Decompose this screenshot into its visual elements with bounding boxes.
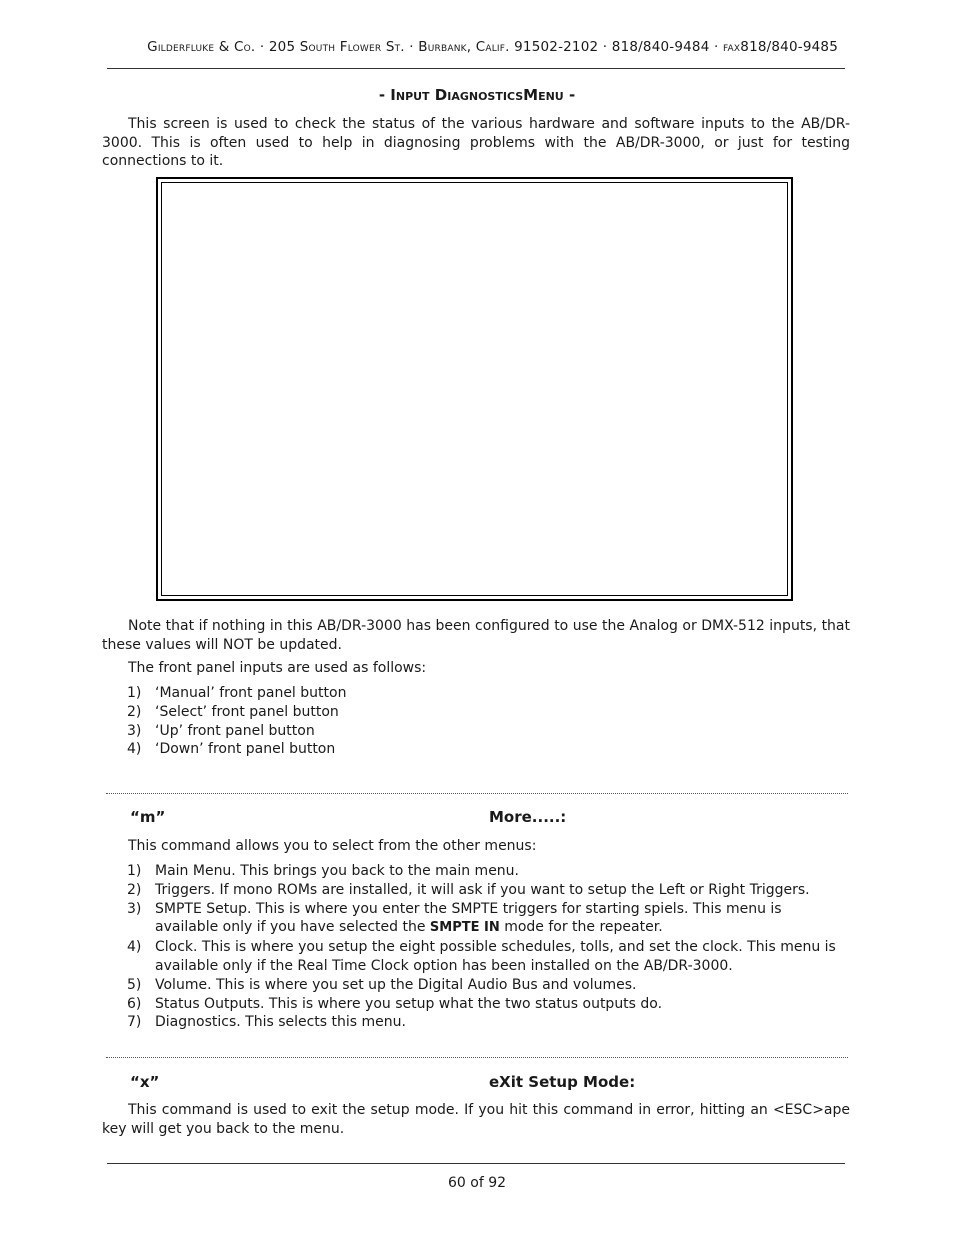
- list-text: SMPTE Setup. This is where you enter the SMPTE triggers for starting spiels. This menu is available only if you have selected the: [155, 900, 782, 936]
- smpte-in-label: SMPTE IN: [429, 920, 500, 936]
- list-number: 4): [127, 741, 142, 758]
- header-rule: [107, 68, 845, 69]
- list-text: Diagnostics. This selects this menu.: [155, 1014, 406, 1031]
- page-header: [108, 39, 838, 55]
- list-item: [102, 976, 842, 995]
- header-phone: 818/840-9484: [611, 39, 710, 55]
- command-key-m: “m”: [130, 808, 166, 826]
- list-number: 4): [127, 939, 142, 956]
- section-title: - Input DiagnosticsMenu -: [378, 86, 576, 104]
- note-paragraph: [102, 617, 850, 654]
- list-text: ‘Down’ front panel button: [155, 741, 336, 758]
- list-text: ‘Up’ front panel button: [155, 722, 315, 739]
- list-number: 6): [127, 995, 142, 1012]
- header-city: Burbank, Calif. 91502-2102: [418, 39, 599, 55]
- list-number: 3): [127, 900, 142, 917]
- intro-text: This screen is used to check the status of the various hardware and software inputs to the AB/DR-3000. This is often used to help in diagnosing problems with the AB/DR-3000, or just for testing connections to it.: [102, 116, 850, 169]
- front-panel-list: [102, 684, 850, 759]
- header-company: Gilderfluke & Co.: [147, 39, 256, 55]
- diagnostics-screen-inner-frame: [161, 182, 788, 596]
- list-text: mode for the repeater.: [499, 919, 663, 936]
- dotted-divider: [106, 793, 848, 794]
- list-item: [102, 703, 850, 722]
- command-m-description-text: This command allows you to select from the other menus:: [128, 838, 537, 854]
- header-separator: ·: [255, 39, 269, 55]
- list-number: 1): [127, 863, 142, 879]
- command-x-description-text: This command is used to exit the setup mode. If you hit this command in error, hitting an <ESC>ape key will get you back to the menu.: [102, 1102, 850, 1137]
- list-number: 2): [127, 881, 142, 898]
- list-item: [102, 740, 850, 759]
- command-key-x: “x”: [130, 1073, 160, 1091]
- note-text: Note that if nothing in this AB/DR-3000 has been configured to use the Analog or DMX-512 inputs, that these values will NOT be updated.: [102, 618, 850, 653]
- dotted-divider: [106, 1057, 848, 1058]
- list-number: 3): [127, 722, 142, 739]
- command-name-exit: eXit Setup Mode:: [489, 1073, 636, 1091]
- diagnostics-screen-frame: [156, 177, 793, 601]
- front-panel-intro-text: The front panel inputs are used as follows:: [128, 660, 427, 676]
- header-fax-label: fax: [723, 39, 741, 55]
- list-text: Triggers. If mono ROMs are installed, it will ask if you want to setup the Left or Right Triggers.: [155, 881, 810, 898]
- command-name-more: More.....:: [489, 808, 567, 826]
- front-panel-intro: [102, 659, 850, 678]
- list-text: Volume. This is where you set up the Digital Audio Bus and volumes.: [155, 976, 637, 993]
- list-item: [102, 862, 842, 881]
- header-fax: 818/840-9485: [740, 39, 838, 55]
- more-menu-list: [102, 862, 842, 1032]
- list-item: [102, 938, 842, 976]
- list-number: 1): [127, 685, 142, 701]
- header-separator: ·: [404, 39, 419, 55]
- header-separator: ·: [598, 39, 612, 55]
- command-x-description: [102, 1101, 850, 1138]
- list-item: [102, 684, 850, 703]
- list-text: ‘Manual’ front panel button: [155, 685, 347, 701]
- command-m-description: [102, 837, 850, 856]
- list-number: 7): [127, 1014, 142, 1031]
- list-text: Main Menu. This brings you back to the main menu.: [155, 863, 520, 879]
- page-number: 60 of 92: [447, 1175, 507, 1191]
- list-text: ‘Select’ front panel button: [155, 703, 339, 720]
- list-item: [102, 995, 842, 1014]
- intro-paragraph: [102, 115, 850, 171]
- list-text: Clock. This is where you setup the eight possible schedules, tolls, and set the clock. This menu is available only if the Real Time Clock option has been installed on the AB/DR-3000.: [155, 939, 836, 974]
- list-number: 5): [127, 976, 142, 993]
- list-item: [102, 900, 842, 939]
- header-separator: ·: [709, 39, 723, 55]
- list-item: [102, 1013, 842, 1032]
- list-text: Status Outputs. This is where you setup what the two status outputs do.: [155, 995, 663, 1012]
- list-item: [102, 881, 842, 900]
- header-street: 205 South Flower St.: [268, 39, 405, 55]
- list-item: [102, 722, 850, 741]
- list-number: 2): [127, 703, 142, 720]
- footer-rule: [107, 1163, 845, 1164]
